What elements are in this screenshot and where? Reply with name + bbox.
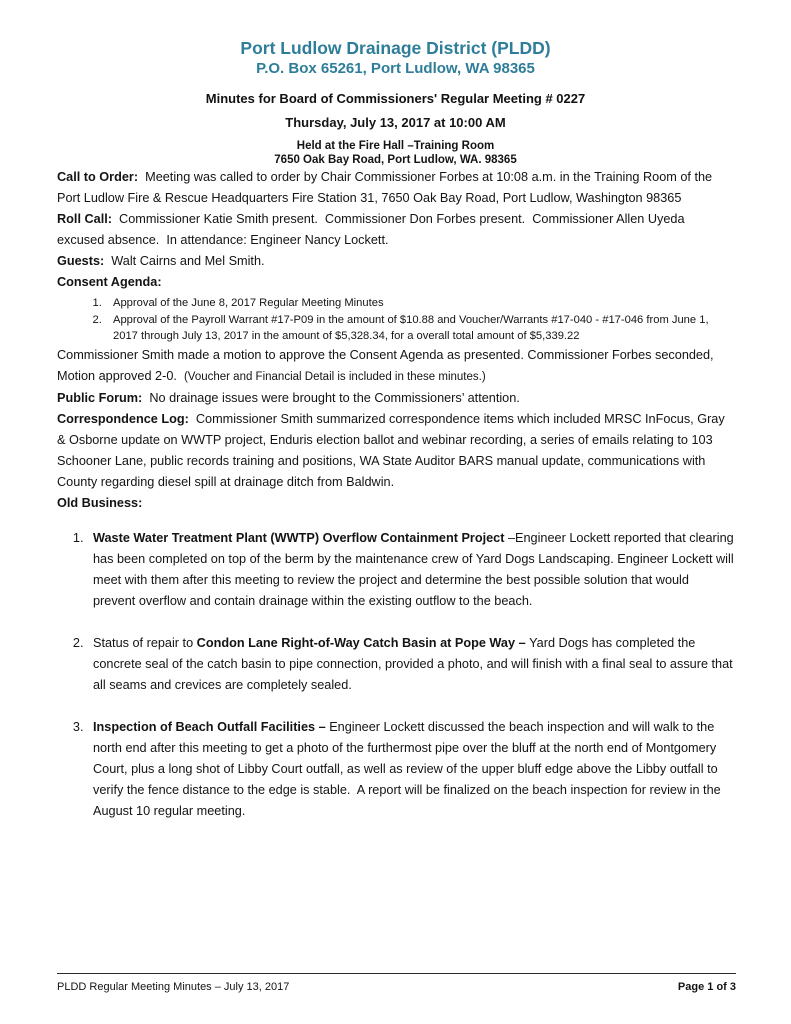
old-business-item [87, 633, 737, 696]
org-address: P.O. Box 65261, Port Ludlow, WA 98365 [256, 60, 535, 77]
consent-agenda-list [57, 295, 734, 345]
old-business-item [87, 717, 734, 822]
roll-call-text: Commissioner Katie Smith present. Commissioner Don Forbes present. Commissioner Allen Uyeda excused absence. In attendance: Engineer Nancy Lockett. [57, 212, 689, 247]
document-footer [57, 973, 736, 993]
correspondence-log-label: Correspondence Log: [57, 411, 189, 426]
old-business-item-title: Inspection of Beach Outfall Facilities – [93, 719, 330, 734]
org-name: Port Ludlow Drainage District (PLDD) [240, 38, 551, 58]
roll-call-paragraph [57, 209, 734, 251]
footer-page-number: Page 1 of 3 [677, 981, 736, 993]
public-forum-text: No drainage issues were brought to the Commissioners’ attention. [142, 390, 520, 405]
old-business-item-title: Condon Lane Right-of-Way Catch Basin at Pope Way – [196, 635, 530, 650]
consent-agenda-item [105, 295, 734, 312]
call-to-order-paragraph [57, 167, 734, 209]
old-business-item-text: Yard Dogs has completed the concrete seal of the catch basin to pipe connection, provided a photo, and will finish with a final seal to assure that all seams and crevices are completely sealed. [93, 635, 737, 692]
minutes-title: Minutes for Board of Commissioners' Regular Meeting # 0227 [205, 91, 586, 106]
public-forum-label: Public Forum: [57, 390, 143, 405]
consent-agenda-heading: Consent Agenda: [57, 275, 162, 289]
old-business-list [57, 528, 738, 822]
call-to-order-label: Call to Order: [57, 170, 139, 184]
meeting-datetime: Thursday, July 13, 2017 at 10:00 AM [285, 115, 506, 130]
consent-motion-paragraph [57, 345, 734, 388]
roll-call-label: Roll Call: [57, 212, 112, 226]
document-header [57, 38, 734, 167]
footer-document-title: PLDD Regular Meeting Minutes – July 13, 2017 [57, 981, 290, 993]
call-to-order-text: Meeting was called to order by Chair Commissioner Forbes at 10:08 a.m. in the Training Room of the Port Ludlow Fire & Rescue Headquarters Fire Station 31, 7650 Oak Bay Road, Port Ludlow, Washington 98365 [57, 170, 716, 205]
old-business-item-text: Engineer Lockett discussed the beach inspection and will walk to the north end after this meeting to get a photo of the furthermost pipe over the bluff at the north end of Montgomery Court, plus a long shot of Libby Court outfall, as well as review of the upper bluff edge above the Libby outfall to verify the fence distance to the edge is stable. A report will be finalized on the beach inspection for review in the August 10 regular meeting. [93, 719, 724, 818]
consent-agenda-item-text: Approval of the Payroll Warrant #17-P09 in the amount of $10.88 and Voucher/Warrants #17-040 - #17-046 from June 1, 2017 through July 13, 2017 in the amount of $5,328.34, for a overall total amount of $5,339.22 [113, 313, 712, 342]
correspondence-log-text: Commissioner Smith summarized correspondence items which included MRSC InFocus, Gray & Osborne update on WWTP project, Enduris election ballot and webinar recording, a series of emails relating to 103 Schooner Lane, public records training and positions, WA State Auditor BARS manual update, communications with County regarding diesel spill at drainage ditch from Baldwin. [57, 411, 729, 489]
old-business-item-text: –Engineer Lockett reported that clearing has been completed on top of the berm by the maintenance crew of Yard Dogs Landscaping. Engineer Lockett will meet with them after this meeting to review the project and determine the best possible solution that would prevent overflow and contain drainage within the existing outflow to the beach. [93, 530, 738, 608]
guests-text: Walt Cairns and Mel Smith. [104, 254, 265, 268]
correspondence-log-paragraph [57, 409, 734, 493]
consent-motion-note: (Voucher and Financial Detail is included in these minutes.) [183, 370, 486, 383]
old-business-heading: Old Business: [57, 495, 143, 510]
meeting-location-line1: Held at the Fire Hall –Training Room [296, 140, 495, 152]
public-forum-paragraph [57, 388, 734, 409]
guests-paragraph [57, 251, 734, 272]
guests-label: Guests: [57, 254, 105, 268]
consent-agenda-item-text: Approval of the June 8, 2017 Regular Meeting Minutes [113, 297, 384, 309]
consent-motion-text: Commissioner Smith made a motion to approve the Consent Agenda as presented. Commissioner Forbes seconded, Motion approved 2-0. [57, 347, 718, 383]
old-business-item-lead: Status of repair to [93, 635, 197, 650]
old-business-item-title: Waste Water Treatment Plant (WWTP) Overflow Containment Project [93, 530, 505, 545]
meeting-location-line2: 7650 Oak Bay Road, Port Ludlow, WA. 98365 [274, 154, 517, 166]
consent-agenda-item [105, 312, 734, 345]
old-business-item [87, 528, 738, 612]
